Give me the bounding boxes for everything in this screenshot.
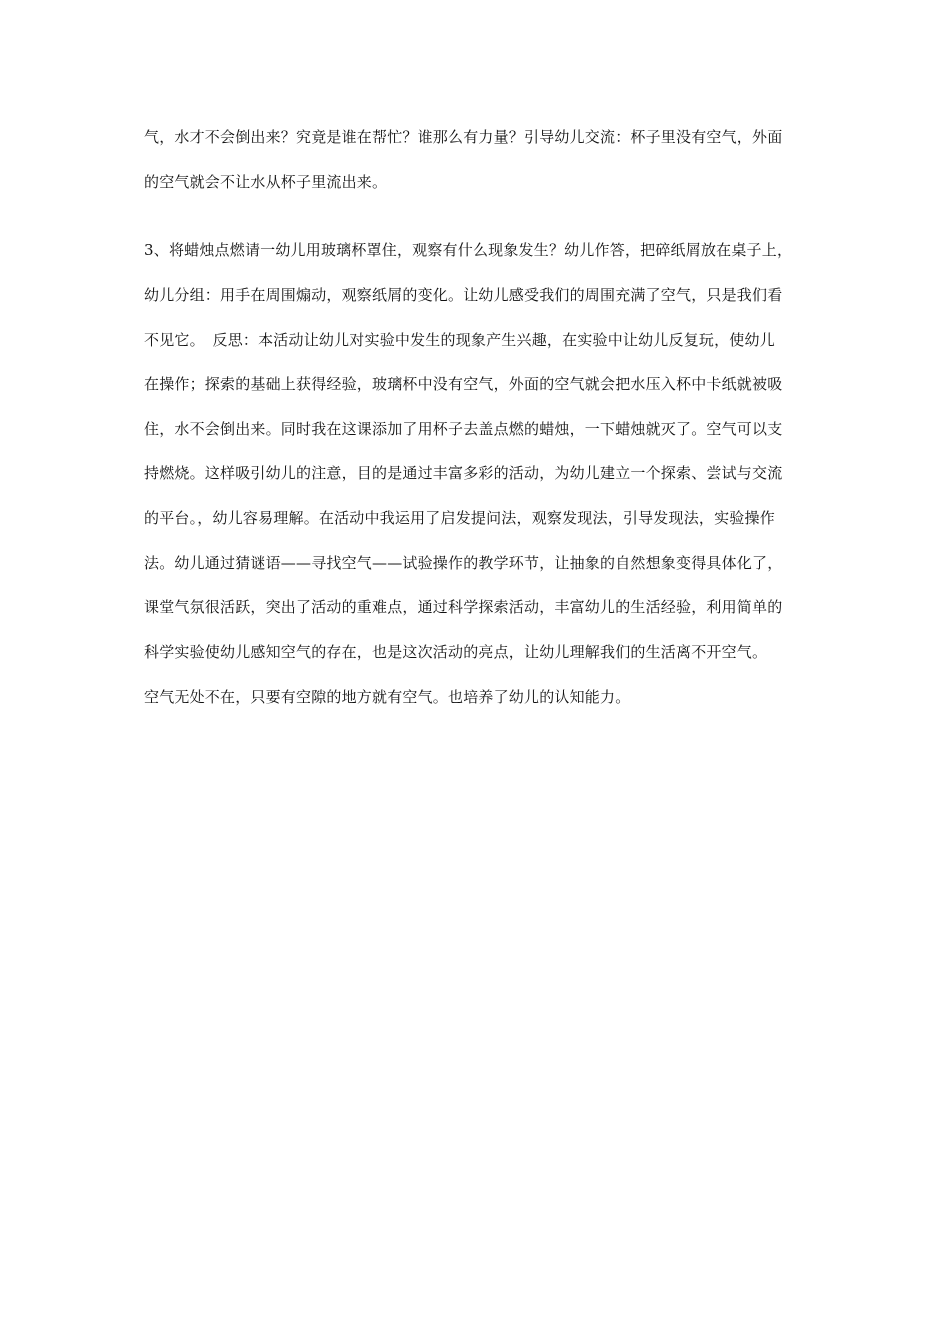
- text-line: 3、将蜡烛点燃请一幼儿用玻璃杯罩住，观察有什么现象发生？幼儿作答，把碎纸屑放在桌子上，: [144, 241, 793, 259]
- text-line: 的平台。，幼儿容易理解。在活动中我运用了启发提问法，观察发现法，引导发现法，实验操作: [144, 509, 775, 527]
- text-line: 幼儿分组：用手在周围煽动，观察纸屑的变化。让幼儿感受我们的周围充满了空气，只是我们看: [144, 286, 783, 304]
- text-line: 持燃烧。这样吸引幼儿的注意，目的是通过丰富多彩的活动，为幼儿建立一个探索、尝试与交流: [144, 464, 783, 482]
- text-line: 空气无处不在，只要有空隙的地方就有空气。也培养了幼儿的认知能力。: [144, 688, 631, 706]
- text-line: 住，水不会倒出来。同时我在这课添加了用杯子去盖点燃的蜡烛，一下蜡烛就灭了。空气可以支: [144, 420, 783, 438]
- text-line: 的空气就会不让水从杯子里流出来。: [144, 173, 388, 191]
- text-line: 不见它。 反思：本活动让幼儿对实验中发生的现象产生兴趣，在实验中让幼儿反复玩，使幼儿: [144, 331, 775, 349]
- text-line: 课堂气氛很活跃，突出了活动的重难点，通过科学探索活动，丰富幼儿的生活经验，利用简单的: [144, 598, 783, 616]
- text-line: 在操作；探索的基础上获得经验，玻璃杯中没有空气，外面的空气就会把水压入杯中卡纸就被吸: [144, 375, 783, 393]
- text-line: 法。幼儿通过猜谜语——寻找空气——试验操作的教学环节，让抽象的自然想象变得具体化了，: [144, 554, 783, 572]
- text-line: 科学实验使幼儿感知空气的存在，也是这次活动的亮点，让幼儿理解我们的生活离不开空气。: [144, 643, 768, 661]
- text-line: 气，水才不会倒出来？究竟是谁在帮忙？谁那么有力量？引导幼儿交流：杯子里没有空气，外面: [144, 128, 783, 146]
